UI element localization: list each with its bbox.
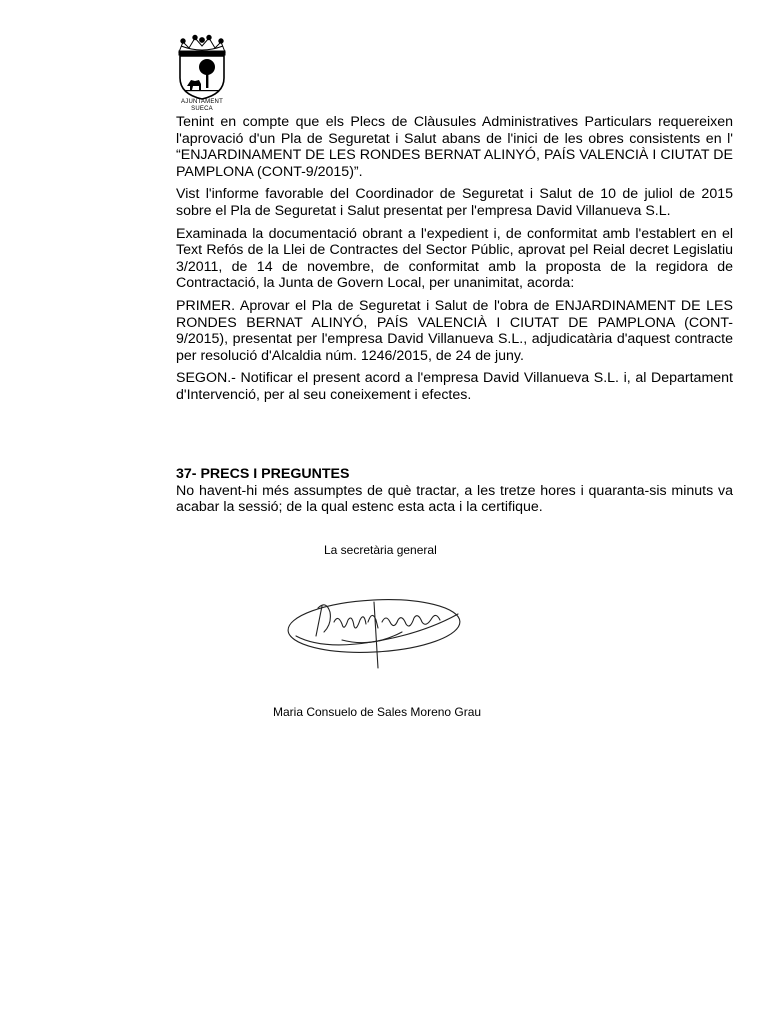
paragraph-considerations: Tenint en compte que els Plecs de Clàusules Administratives Particulars requereixen l'aprovació d'un Pla de Seguretat i Salut abans de l'inici de les obres consistents en l' “ENJARDINAMENT DE LES RONDES BERNAT ALINYÓ, PAÍS VALENCIÀ I CIUTAT DE PAMPLONA (CONT-9/2015)”. (176, 114, 733, 180)
handwritten-signature (282, 592, 466, 672)
paragraph-second-resolution: SEGON.- Notificar el present acord a l'empresa David Villanueva S.L. i, al Departament d'Intervenció, per al seu coneixement i efectes. (176, 370, 733, 403)
section-closing-text: No havent-hi més assumptes de què tractar, a les tretze hores i quaranta-sis minuts va acabar la sessió; de la qual estenc esta acta i la certifique. (176, 482, 733, 516)
paragraph-examination: Examinada la documentació obrant a l'expedient i, de conformitat amb l'establert en el Text Refós de la Llei de Contractes del Sector Públic, aprovat pel Reial decret Legislatiu 3/2011, de 14 de novembre, de conformitat amb la proposta de la regidora de Contractació, la Junta de Govern Local, per unanimitat, acorda: (176, 225, 733, 292)
logo-caption-sueca: SUECA (191, 106, 213, 112)
precs-preguntes-section (176, 466, 733, 516)
logo-caption-ajuntament: AJUNTAMENT (181, 99, 223, 105)
municipal-coat-of-arms-logo (173, 34, 231, 114)
signatory-name: Maria Consuelo de Sales Moreno Grau (273, 705, 482, 719)
minutes-body (176, 114, 733, 410)
section-heading: 37- PRECS I PREGUNTES (176, 466, 350, 482)
paragraph-report: Vist l'informe favorable del Coordinador de Seguretat i Salut de 10 de juliol de 2015 sobre el Pla de Seguretat i Salut presentat per l'empresa David Villanueva S.L. (176, 186, 733, 219)
paragraph-first-resolution: PRIMER. Aprovar el Pla de Seguretat i Salut de l'obra de ENJARDINAMENT DE LES RONDES BERNAT ALINYÓ, PAÍS VALENCIÀ I CIUTAT DE PAMPLONA (CONT-9/2015), presentat per l'empresa David Villanueva S.L., adjudicatària d'aquest contracte per resolució d'Alcaldia núm. 1246/2015, de 24 de juny. (176, 297, 733, 364)
coat-of-arms-icon (173, 34, 231, 100)
signatory-role: La secretària general (324, 543, 437, 557)
